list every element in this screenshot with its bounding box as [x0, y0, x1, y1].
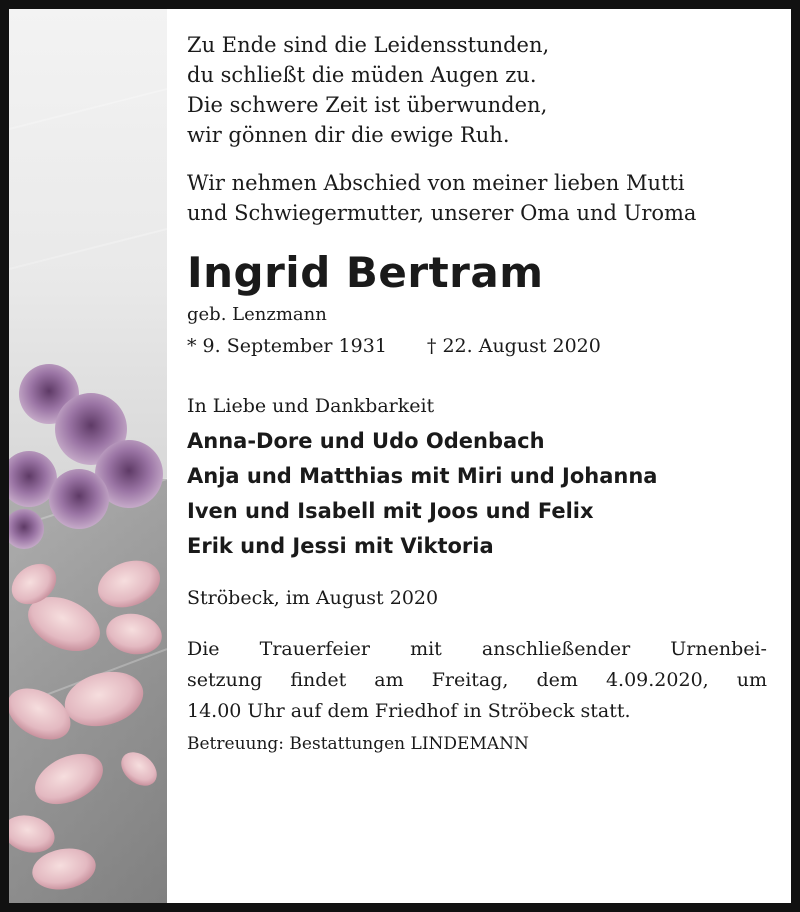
death-date: † 22. August 2020 — [426, 335, 601, 357]
poem-line: Zu Ende sind die Leidensstunden, — [187, 33, 550, 57]
farewell-intro — [187, 168, 777, 228]
ceremony-word: findet — [290, 669, 347, 691]
ceremony-word: Freitag, — [431, 669, 509, 691]
mourner-line: Anja und Matthias mit Miri und Johanna — [187, 464, 658, 488]
ceremony-line-1 — [187, 634, 767, 665]
ceremony-line-3: 14.00 Uhr auf dem Friedhof in Ströbeck statt. — [187, 700, 631, 722]
poem-line: wir gönnen dir die ewige Ruh. — [187, 123, 510, 147]
ceremony-word: 4.09.2020, — [605, 669, 709, 691]
ceremony-notice — [187, 634, 767, 727]
ceremony-word: dem — [536, 669, 578, 691]
obituary-text — [187, 30, 777, 757]
memorial-poem — [187, 30, 777, 150]
funeral-home: Betreuung: Bestattungen LINDEMANN — [187, 734, 529, 754]
birth-name: geb. Lenzmann — [187, 304, 327, 325]
intro-line: Wir nehmen Abschied von meiner lieben Mutti — [187, 171, 685, 195]
intro-line: und Schwiegermutter, unserer Oma und Uroma — [187, 201, 697, 225]
mourner-line: Iven und Isabell mit Joos und Felix — [187, 499, 594, 523]
mourner-line: Anna-Dore und Udo Odenbach — [187, 429, 545, 453]
ceremony-word: mit — [410, 638, 442, 660]
mourners-list — [187, 424, 777, 564]
ceremony-word: Urnenbei- — [670, 638, 767, 660]
poem-line: Die schwere Zeit ist überwunden, — [187, 93, 548, 117]
ceremony-word: um — [736, 669, 767, 691]
birth-date: * 9. September 1931 — [187, 335, 387, 357]
ceremony-word: anschließender — [481, 638, 631, 660]
ceremony-line-2 — [187, 665, 767, 696]
poem-line: du schließt die müden Augen zu. — [187, 63, 537, 87]
mourner-line: Erik und Jessi mit Viktoria — [187, 534, 494, 558]
deceased-name: Ingrid Bertram — [187, 248, 544, 297]
life-dates — [187, 332, 777, 360]
ceremony-word: setzung — [187, 669, 263, 691]
ceremony-word: am — [374, 669, 404, 691]
place-date: Ströbeck, im August 2020 — [187, 587, 439, 609]
mourners-intro: In Liebe und Dankbarkeit — [187, 395, 435, 417]
roses-photo — [9, 9, 167, 903]
roses-illustration — [9, 9, 167, 903]
ceremony-word: Die — [187, 638, 220, 660]
ceremony-word: Trauerfeier — [259, 638, 370, 660]
